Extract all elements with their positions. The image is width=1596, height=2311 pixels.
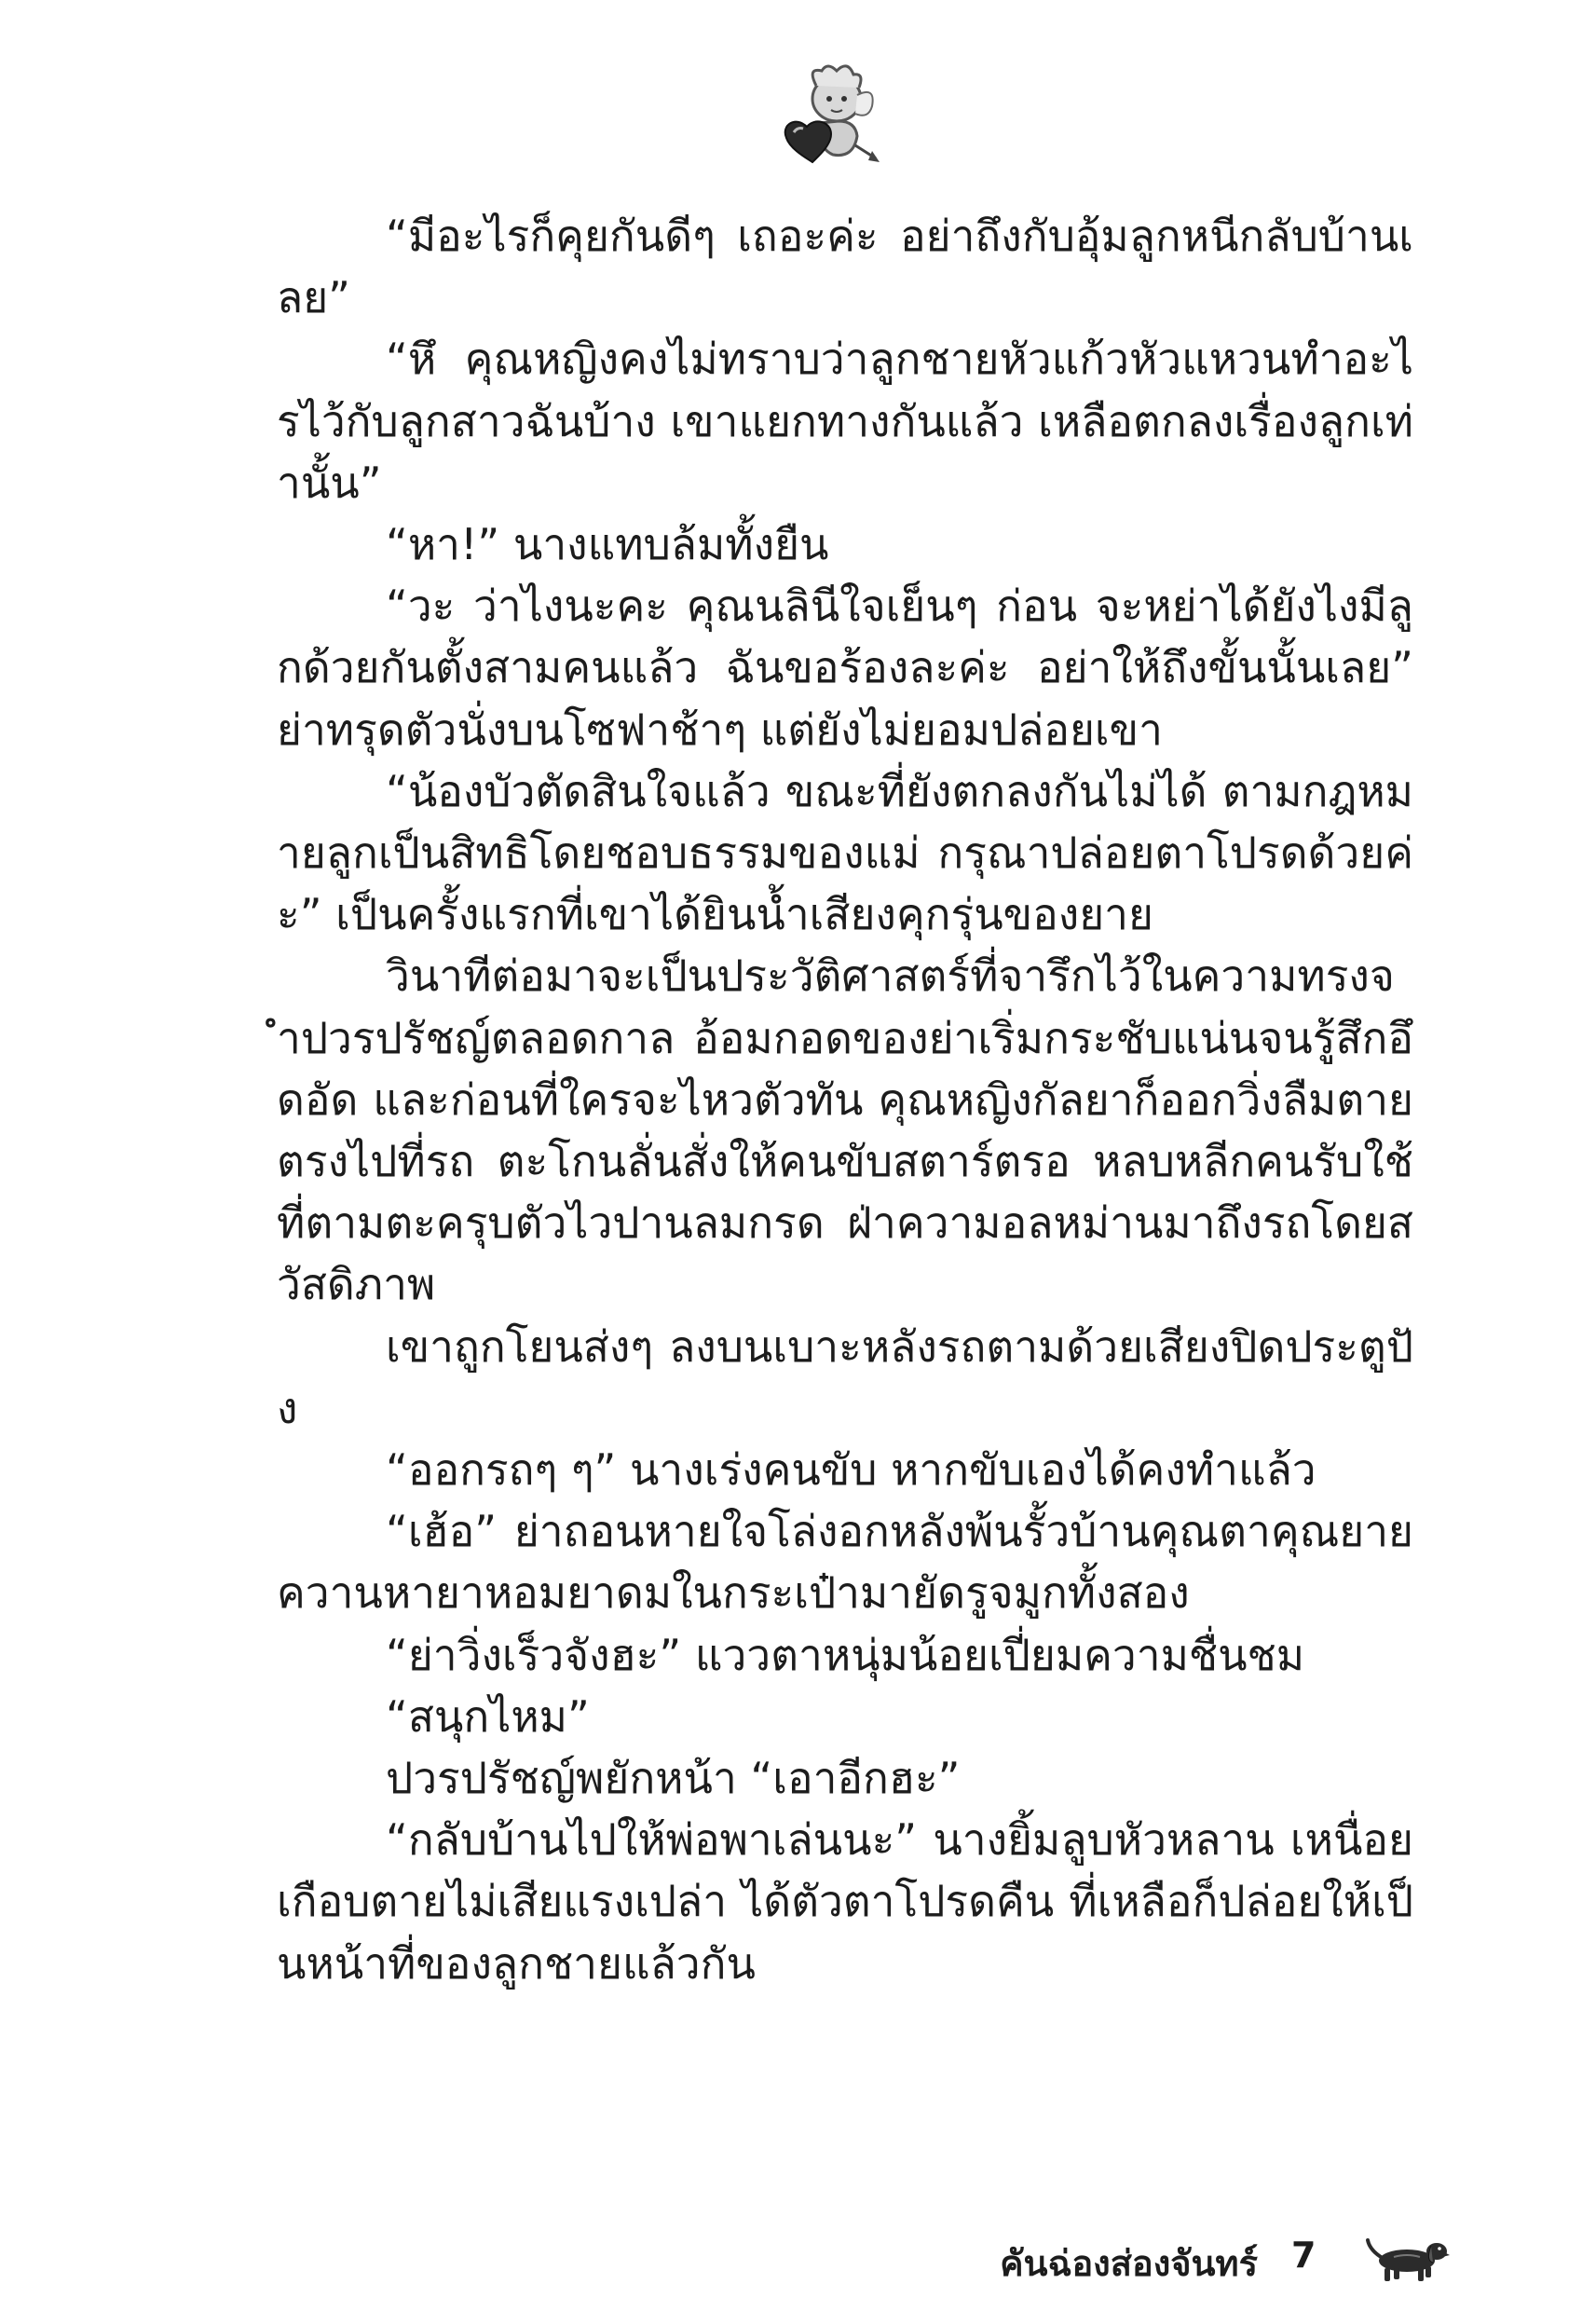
paragraph: “มีอะไรก็คุยกันดีๆ เถอะค่ะ อย่าถึงกับอุ้มลูกหนีกลับบ้านเลย” — [277, 211, 1413, 323]
paragraph: “สนุกไหม” — [386, 1690, 590, 1742]
paragraph: วินาทีต่อมาจะเป็นประวัติศาสตร์ที่จารึกไว้ในความทรงจำปวรปรัชญ์ตลอดกาล อ้อมกอดของย่าเริ่มกระชับแน่นจนรู้สึกอึดอัด และก่อนที่ใครจะไหวตัวทัน คุณหญิงกัลยาก็ออกวิ่งลืมตายตรงไปที่รถ ตะโกนลั่นสั่งให้คนขับสตาร์ตรอ หลบหลีกคนรับใช้ที่ตามตะครุบตัวไวปานลมกรด ฝ่าความอลหม่านมาถึงรถโดยสวัสดิภาพ — [277, 950, 1413, 1310]
paragraph: “ย่าวิ่งเร็วจังฮะ” แววตาหนุ่มน้อยเปี่ยมความชื่นชม — [386, 1629, 1305, 1680]
paragraph: “หึ คุณหญิงคงไม่ทราบว่าลูกชายหัวแก้วหัวแหวนทำอะไรไว้กับลูกสาวฉันบ้าง เขาแยกทางกันแล้ว เหลือตกลงเรื่องลูกเท่านั้น” — [277, 334, 1413, 508]
paragraph: “เฮ้อ” ย่าถอนหายใจโล่งอกหลังพ้นรั้วบ้านคุณตาคุณยายควานหายาหอมยาดมในกระเป๋ามายัดรูจมูกทั้งสอง — [277, 1506, 1413, 1619]
paragraph: “กลับบ้านไปให้พ่อพาเล่นนะ” นางยิ้มลูบหัวหลาน เหนื่อยเกือบตายไม่เสียแรงเปล่า ได้ตัวตาโปรดคืน ที่เหลือก็ปล่อยให้เป็นหน้าที่ของลูกชายแล้วกัน — [277, 1814, 1413, 1989]
page-number: 7 — [1291, 2235, 1316, 2276]
paragraph: “หา!” นางแทบล้มทั้งยืน — [386, 519, 829, 570]
paragraph: “น้องบัวตัดสินใจแล้ว ขณะที่ยังตกลงกันไม่ได้ ตามกฎหมายลูกเป็นสิทธิโดยชอบธรรมของแม่ กรุณาปล่อยตาโปรดด้วยค่ะ” เป็นครั้งแรกที่เขาได้ยินน้ำเสียงคุกรุ่นของยาย — [277, 765, 1413, 940]
body-text — [277, 205, 1413, 1994]
paragraph: “วะ ว่าไงนะคะ คุณนลินีใจเย็นๆ ก่อน จะหย่าได้ยังไงมีลูกด้วยกันตั้งสามคนแล้ว ฉันขอร้องละค่ะ อย่าให้ถึงขั้นนั้นเลย” ย่าทรุดตัวนั่งบนโซฟาช้าๆ แต่ยังไม่ยอมปล่อยเขา — [277, 581, 1413, 755]
page-footer — [932, 2227, 1491, 2302]
dachshund-icon — [1366, 2229, 1450, 2287]
paragraph: ปวรปรัชญ์พยักหน้า “เอาอีกฮะ” — [386, 1753, 961, 1804]
paragraph: “ออกรถๆ ๆ” นางเร่งคนขับ หากขับเองได้คงทำแล้ว — [386, 1444, 1316, 1496]
book-title: คันฉ่องส่องจันทร์ — [1000, 2243, 1258, 2284]
paragraph: เขาถูกโยนส่งๆ ลงบนเบาะหลังรถตามด้วยเสียงปิดประตูปัง — [277, 1320, 1413, 1433]
cherub-with-heart-icon — [779, 58, 881, 166]
